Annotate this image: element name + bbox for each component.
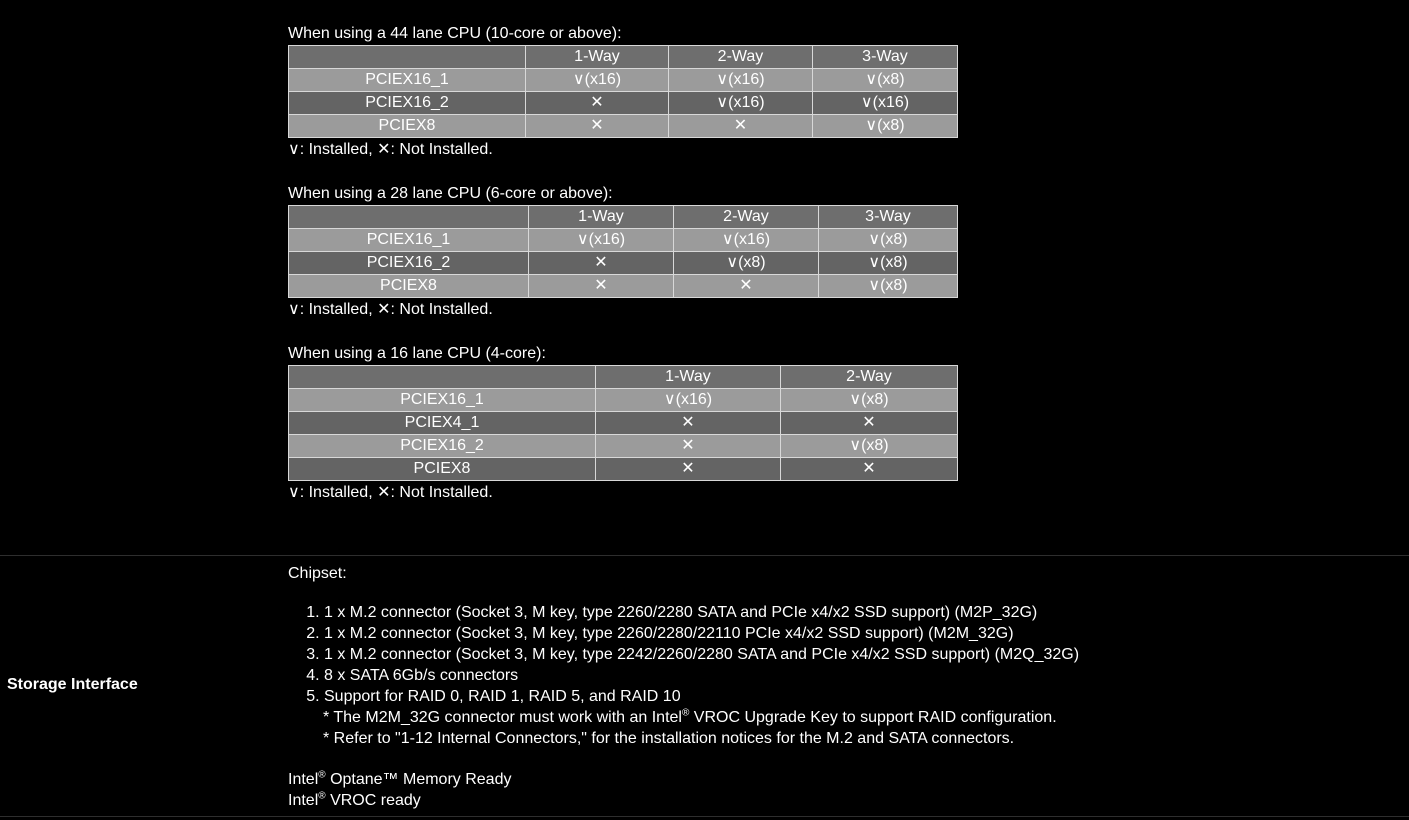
list-item: 2. 1 x M.2 connector (Socket 3, M key, type 2260/2280/22110 PCIe x4/x2 SSD support) (M2M_32G) <box>324 623 1079 644</box>
pcie-config-table <box>288 205 958 298</box>
table-row <box>289 115 958 138</box>
table-cell: ✕ <box>596 458 781 481</box>
brand-text: Intel <box>288 771 319 788</box>
table-cell: ∨(x16) <box>674 229 819 252</box>
pcie-table-28-lane <box>288 185 958 319</box>
table-caption: When using a 16 lane CPU (4-core): <box>288 345 546 362</box>
note-text: * The M2M_32G connector must work with an Intel <box>323 709 682 726</box>
table-cell: ∨(x8) <box>819 275 958 298</box>
table-cell: ∨(x8) <box>819 229 958 252</box>
header-cell: 1-Way <box>526 46 669 69</box>
list-item: 1. 1 x M.2 connector (Socket 3, M key, type 2260/2280 SATA and PCIe x4/x2 SSD support) (M2P_32G) <box>324 602 1079 623</box>
list-item: 3. 1 x M.2 connector (Socket 3, M key, type 2242/2260/2280 SATA and PCIe x4/x2 SSD support) (M2Q_32G) <box>324 644 1079 665</box>
intel-features <box>288 769 1079 811</box>
header-cell <box>289 206 529 229</box>
slot-name: PCIEX8 <box>289 275 529 298</box>
header-cell: 3-Way <box>819 206 958 229</box>
registered-mark: ® <box>318 769 326 781</box>
section-divider <box>0 555 1409 556</box>
table-cell: ∨(x16) <box>529 229 674 252</box>
table-caption: When using a 28 lane CPU (6-core or above): <box>288 185 613 202</box>
section-divider <box>0 816 1409 817</box>
slot-name: PCIEX16_1 <box>289 389 596 412</box>
table-cell: ✕ <box>529 252 674 275</box>
table-cell: ∨(x16) <box>526 69 669 92</box>
table-cell: ∨(x16) <box>813 92 958 115</box>
storage-list <box>288 602 1079 707</box>
pcie-config-table <box>288 365 958 481</box>
table-cell: ✕ <box>596 435 781 458</box>
slot-name: PCIEX16_1 <box>289 69 526 92</box>
list-item: 5. Support for RAID 0, RAID 1, RAID 5, and RAID 10 <box>324 686 1079 707</box>
slot-name: PCIEX16_2 <box>289 92 526 115</box>
table-row <box>289 412 958 435</box>
table-caption: When using a 44 lane CPU (10-core or above): <box>288 25 622 42</box>
table-row <box>289 458 958 481</box>
table-cell: ✕ <box>674 275 819 298</box>
optane-line <box>288 769 1079 790</box>
storage-interface-details <box>288 563 1079 811</box>
table-cell: ∨(x8) <box>674 252 819 275</box>
table-cell: ∨(x8) <box>781 389 958 412</box>
header-cell: 1-Way <box>529 206 674 229</box>
table-legend: ∨: Installed, ✕: Not Installed. <box>288 484 493 501</box>
table-cell: ∨(x16) <box>669 69 813 92</box>
slot-name: PCIEX16_1 <box>289 229 529 252</box>
table-row <box>289 389 958 412</box>
table-cell: ✕ <box>596 412 781 435</box>
table-cell: ∨(x8) <box>781 435 958 458</box>
connector-note: * Refer to "1-12 Internal Connectors," for the installation notices for the M.2 and SATA connectors. <box>323 730 1015 747</box>
table-cell: ∨(x16) <box>596 389 781 412</box>
vroc-line <box>288 790 1079 811</box>
storage-interface-label: Storage Interface <box>7 676 138 693</box>
pcie-config-table <box>288 45 958 138</box>
table-row <box>289 252 958 275</box>
table-cell: ✕ <box>529 275 674 298</box>
header-cell: 2-Way <box>781 366 958 389</box>
slot-name: PCIEX4_1 <box>289 412 596 435</box>
table-row <box>289 275 958 298</box>
table-cell: ∨(x16) <box>669 92 813 115</box>
table-cell: ✕ <box>526 92 669 115</box>
note-text: VROC Upgrade Key to support RAID configuration. <box>689 709 1057 726</box>
header-cell: 2-Way <box>674 206 819 229</box>
table-legend: ∨: Installed, ✕: Not Installed. <box>288 301 493 318</box>
table-cell: ✕ <box>781 458 958 481</box>
slot-name: PCIEX16_2 <box>289 252 529 275</box>
list-item: 4. 8 x SATA 6Gb/s connectors <box>324 665 1079 686</box>
table-cell: ✕ <box>526 115 669 138</box>
table-row <box>289 229 958 252</box>
slot-name: PCIEX8 <box>289 115 526 138</box>
header-cell: 1-Way <box>596 366 781 389</box>
table-row <box>289 69 958 92</box>
table-cell: ✕ <box>781 412 958 435</box>
table-row <box>289 435 958 458</box>
header-cell: 2-Way <box>669 46 813 69</box>
table-legend: ∨: Installed, ✕: Not Installed. <box>288 141 493 158</box>
pcie-table-44-lane <box>288 25 958 159</box>
feature-text: VROC ready <box>325 792 421 809</box>
table-cell: ∨(x8) <box>813 69 958 92</box>
table-cell: ∨(x8) <box>813 115 958 138</box>
table-cell: ∨(x8) <box>819 252 958 275</box>
slot-name: PCIEX8 <box>289 458 596 481</box>
header-cell <box>289 366 596 389</box>
header-cell <box>289 46 526 69</box>
table-row <box>289 92 958 115</box>
registered-mark: ® <box>318 790 326 802</box>
table-cell: ✕ <box>669 115 813 138</box>
brand-text: Intel <box>288 792 319 809</box>
pcie-table-16-lane <box>288 345 958 502</box>
registered-mark: ® <box>681 707 690 719</box>
chipset-title: Chipset: <box>288 565 347 582</box>
slot-name: PCIEX16_2 <box>289 435 596 458</box>
raid-note <box>288 707 1079 728</box>
header-cell: 3-Way <box>813 46 958 69</box>
feature-text: Optane™ Memory Ready <box>325 771 512 788</box>
